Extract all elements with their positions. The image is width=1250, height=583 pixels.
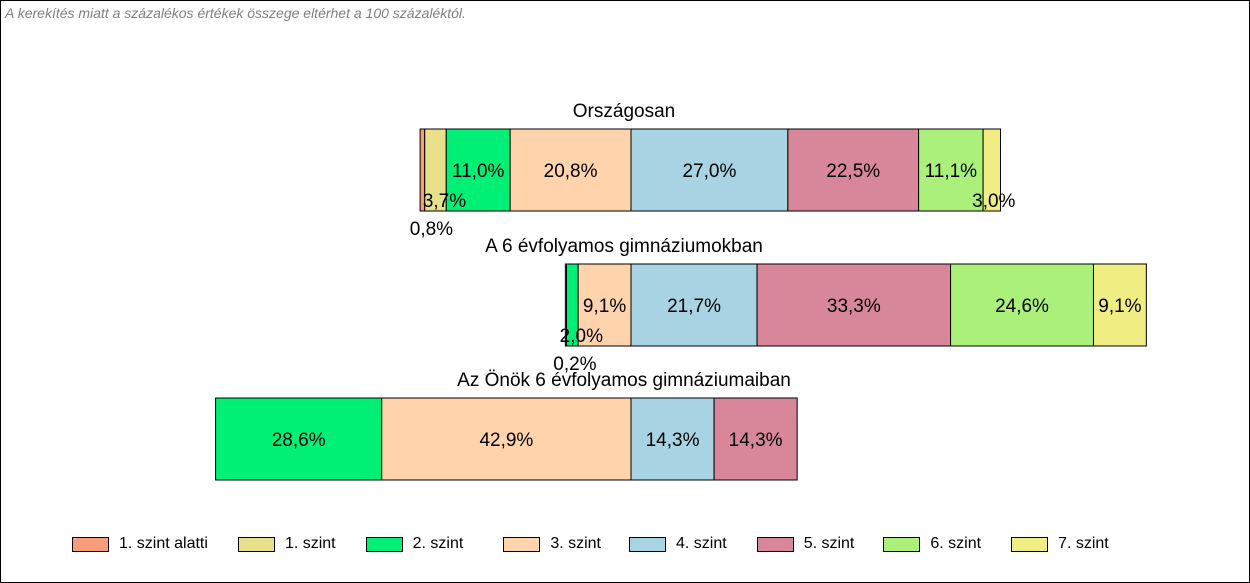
- rounding-note: A kerekítés miatt a százalékos értékek összege eltérhet a 100 százaléktól.: [5, 5, 466, 21]
- legend-swatch: [883, 537, 920, 552]
- data-label: 28,6%: [271, 430, 326, 451]
- chart-legend: [72, 535, 1109, 553]
- row-title: Országosan: [572, 101, 676, 122]
- legend-item: [629, 535, 727, 553]
- data-label: 9,1%: [1098, 296, 1142, 317]
- legend-label: 2. szint: [412, 535, 464, 552]
- legend-item: [366, 535, 464, 553]
- legend-label: 5. szint: [803, 535, 855, 552]
- data-label: 11,0%: [451, 161, 505, 182]
- legend-item: [72, 535, 208, 553]
- legend-label: 3. szint: [550, 535, 601, 552]
- data-label: 0,2%: [553, 354, 597, 375]
- legend-label: 4. szint: [676, 535, 727, 552]
- data-label: 0,8%: [409, 219, 454, 240]
- data-label: 3,0%: [972, 191, 1016, 212]
- legend-item: [503, 535, 601, 553]
- legend-item: [1011, 535, 1109, 553]
- data-label: 27,0%: [682, 161, 737, 182]
- data-label: 33,3%: [826, 296, 881, 317]
- row-title: Az Önök 6 évfolyamos gimnáziumaiban: [457, 370, 791, 391]
- data-label: 21,7%: [667, 296, 721, 317]
- data-label: 14,3%: [728, 430, 783, 451]
- data-label: 9,1%: [582, 296, 627, 317]
- legend-label: 1. szint alatti: [119, 535, 208, 552]
- legend-swatch: [503, 537, 540, 552]
- legend-swatch: [366, 537, 403, 552]
- legend-item: [883, 535, 981, 553]
- data-label: 14,3%: [645, 430, 700, 451]
- legend-item: [757, 535, 855, 553]
- legend-swatch: [757, 537, 794, 552]
- legend-swatch: [629, 537, 666, 552]
- data-label: 11,1%: [924, 161, 978, 182]
- data-label: 24,6%: [995, 296, 1049, 317]
- data-label: 20,8%: [543, 161, 598, 182]
- legend-label: 7. szint: [1058, 535, 1109, 552]
- legend-label: 6. szint: [930, 535, 982, 552]
- data-label: 22,5%: [826, 161, 881, 182]
- legend-swatch: [238, 537, 275, 552]
- legend-label: 1. szint: [284, 535, 336, 552]
- data-label: 2,0%: [559, 326, 603, 347]
- legend-item: [238, 535, 336, 553]
- data-label: 42,9%: [479, 430, 534, 451]
- data-label: 3,7%: [422, 191, 467, 212]
- legend-swatch: [72, 537, 109, 552]
- row-title: A 6 évfolyamos gimnáziumokban: [485, 236, 763, 257]
- legend-swatch: [1011, 537, 1048, 552]
